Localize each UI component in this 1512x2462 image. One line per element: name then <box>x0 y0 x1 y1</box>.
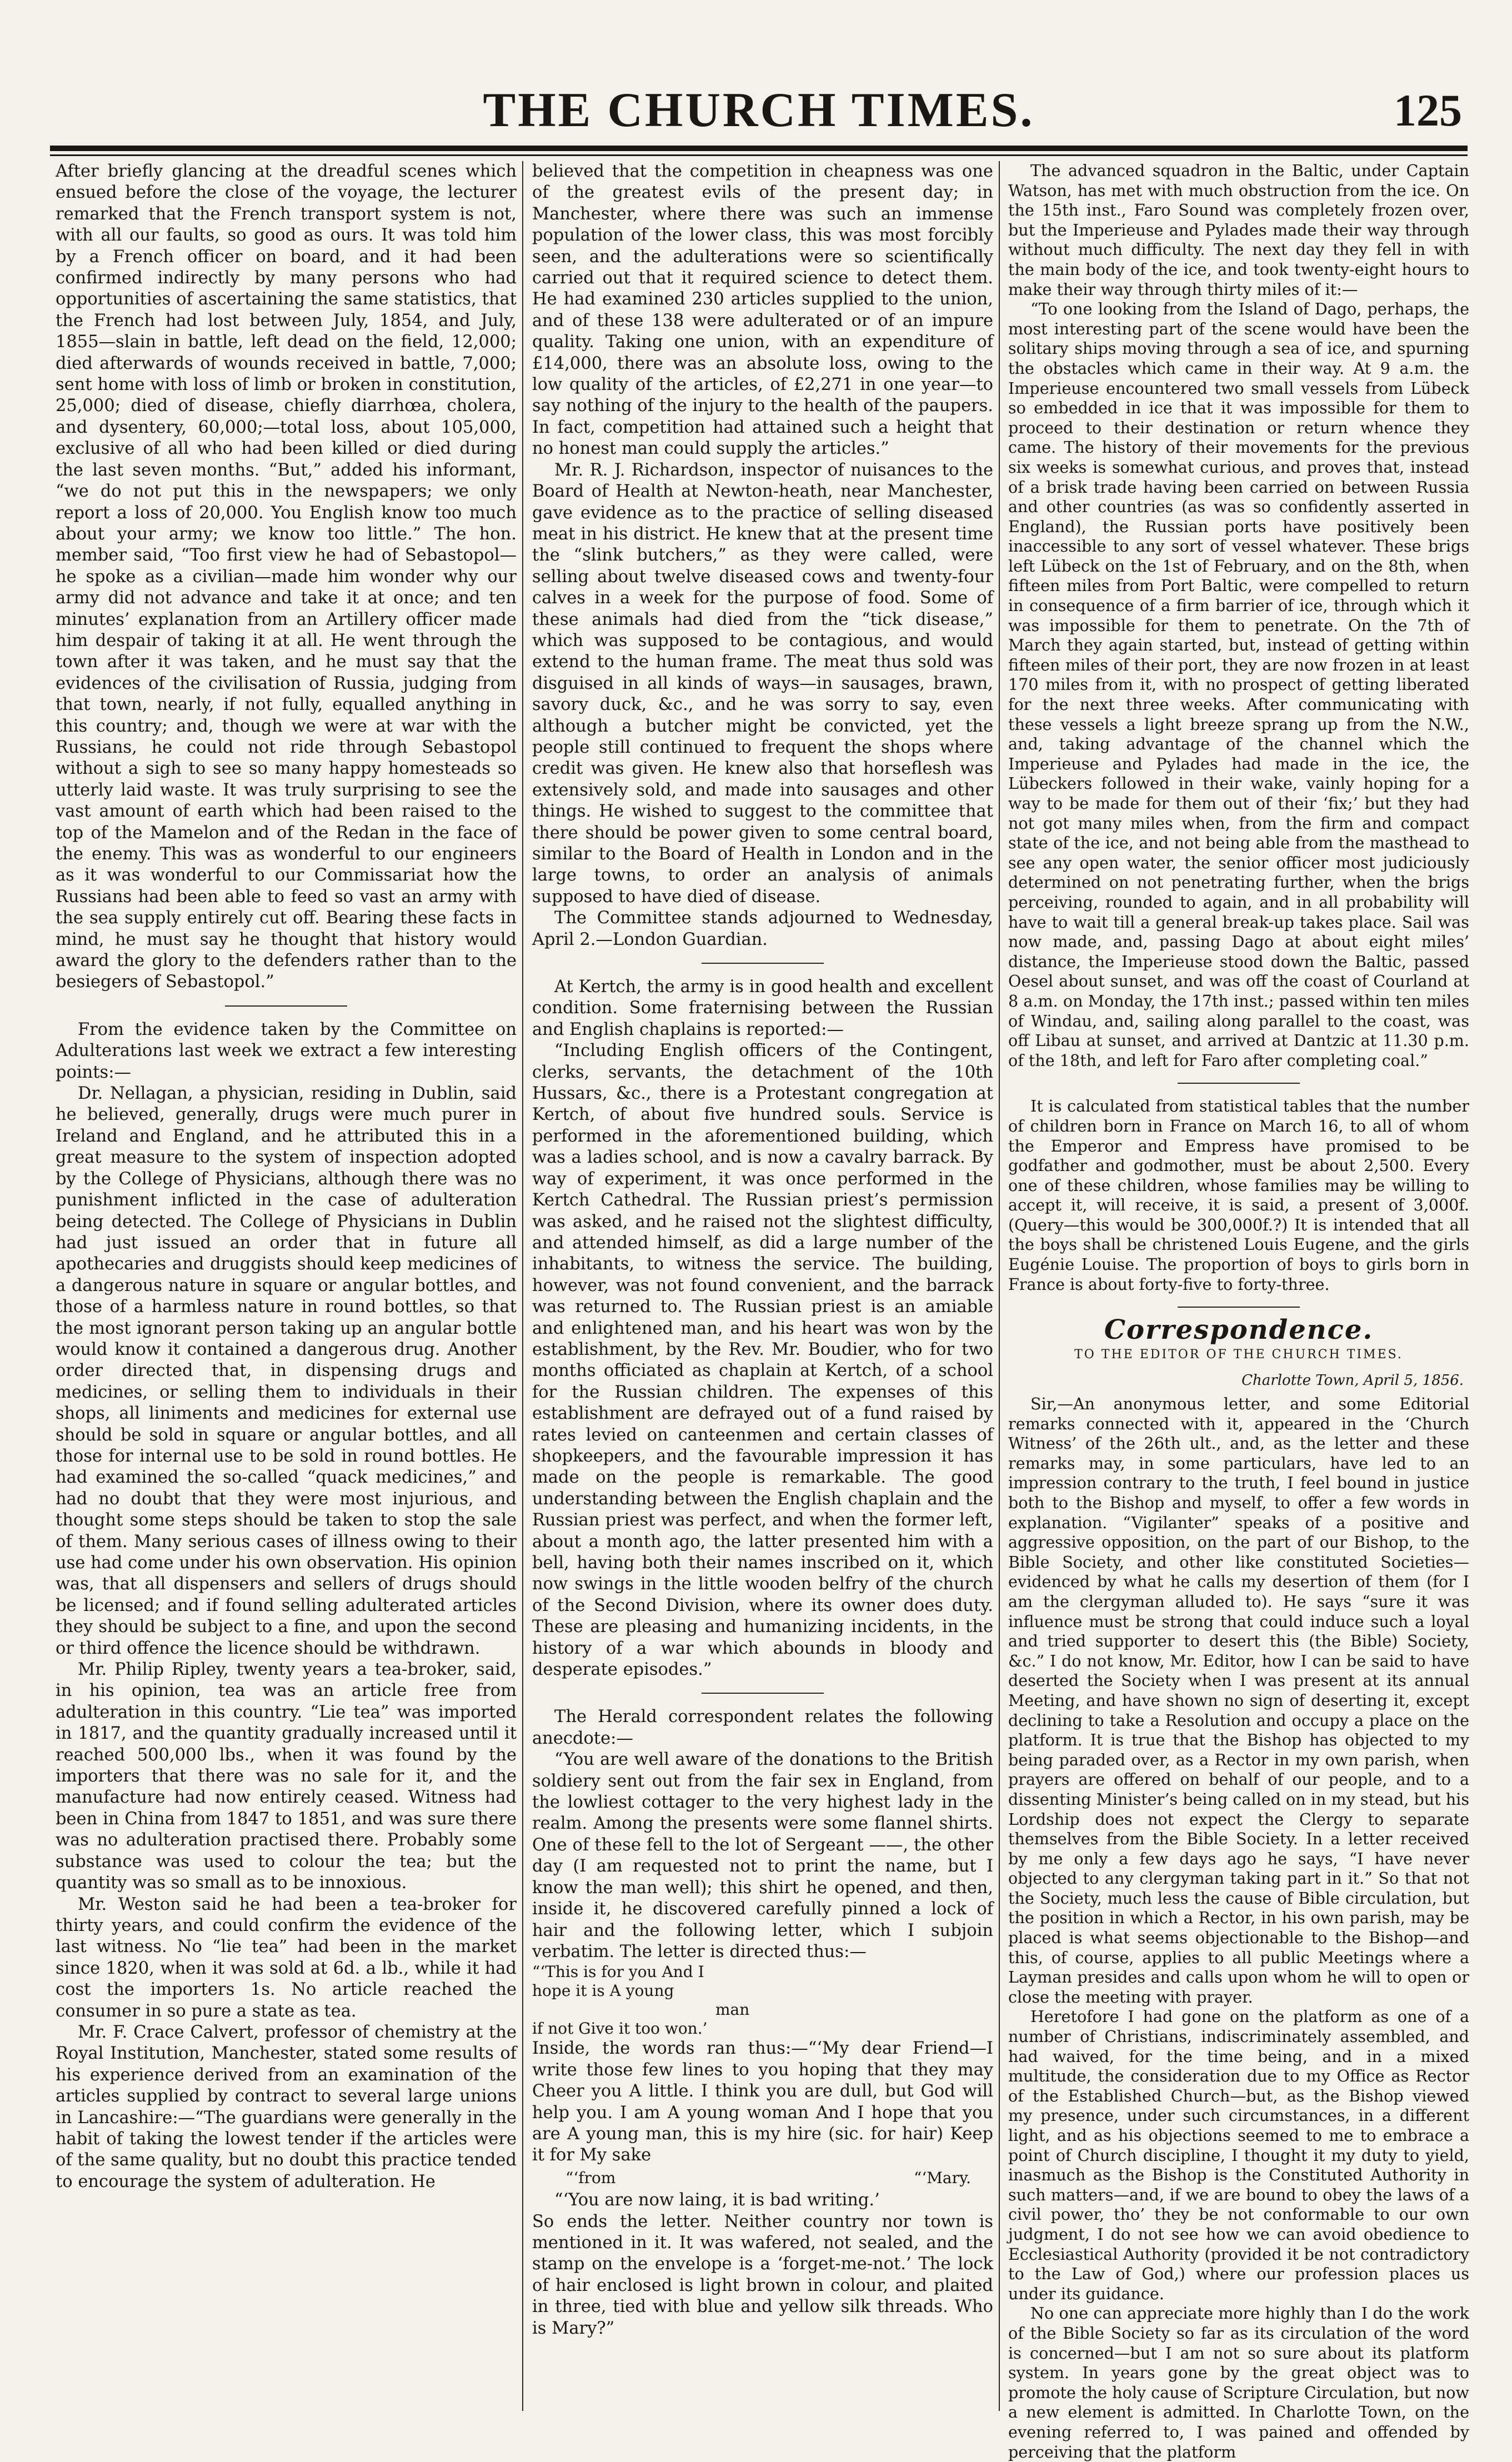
article-paragraph: “Including English officers of the Contingent, clerks, servants, the detachment of the 10th Hussars, &c., there is a Protestant congregation at Kertch, of about five hundred souls. Service is performed in the aforementioned building, which was a ladies school, and is now a cavalry barrack. By way of experiment, it was once performed in the Kertch Cathedral. The Russian priest’s permission was asked, and he raised not the slightest difficulty, and attended himself, as did a large number of the inhabitants, to witness the service. The building, however, was not found convenient, and the barrack was returned to. The Russian priest is an amiable and enlightened man, and his heart was won by the establishment, by the Rev. Mr. Boudier, who for two months officiated as chaplain at Kertch, of a school for the Russian children. The expenses of this establishment are defrayed out of a fund raised by rates levied on canteenmen and certain classes of shopkeepers, and the favourable impression it has made on the people is remarkable. The good understanding between the English chaplain and the Russian priest was perfect, and when the former left, about a month ago, the latter presented him with a bell, having both their names inscribed on it, which now swings in the little wooden belfry of the church of the Second Division, where its owner does duty. These are pleasing and humanizing incidents, in the history of a war which abounds in bloody and desperate episodes.” <box>532 1041 993 1680</box>
article-paragraph: It is calculated from statistical tables that the number of children born in France on March 16, to all of whom the Emperor and Empress have promised to be godfather and godmother, must be about 2,500. Every one of these children, whose families may be willing to accept it, will receive, it is said, a present of 3,000f. (Query—this would be 300,000f.?) It is intended that all the boys shall be christened Louis Eugene, and the girls Eugénie Louise. The proportion of boys to girls born in France is about forty-five to forty-three. <box>1008 1097 1469 1294</box>
article-paragraph: After briefly glancing at the dreadful scenes which ensued before the close of the voyage, the lecturer remarked that the French transport system is not, with all our faults, so good as ours. It was told him by a French officer on board, and it had been confirmed indirectly by many persons who had opportunities of ascertaining the same statistics, that the French had lost between July, 1854, and July, 1855—slain in battle, left dead on the field, 12,000; died afterwards of wounds received in battle, 7,000; sent home with loss of limb or broken in constitution, 25,000; died of disease, chiefly diarrhœa, cholera, and dysentery, 60,000;—total loss, about 105,000, exclusive of all who had been killed or died during the last seven months. “But,” added his informant, “we do not put this in the newspapers; we only report a loss of 20,000. You English know too much about your army; we know too little.” The hon. member said, “Too first view he had of Sebastopol—he spoke as a civilian—made him wonder why our army did not advance and take it at once; and ten minutes’ explanation from an Artillery officer made him despair of taking it at all. He went through the town after it was taken, and he must say that the evidences of the civilisation of Russia, judging from that town, nearly, if not fully, equalled anything in this country; and, though we were at war with the Russians, he could not ride through Sebastopol without a sigh to see so many happy homesteads so utterly laid waste. It was truly surprising to see the vast amount of earth which had been raised to the top of the Mamelon and of the Redan in the face of the enemy. This was as wonderful to our engineers as it was wonderful to our Commissariat how the Russians had been able to feed so vast an army with the sea supply entirely cut off. Bearing these facts in mind, he must say he thought that history would award the glory to the defenders rather than to the besiegers of Sebastopol.” <box>56 162 517 992</box>
letter-direction-line: if not Give it too won.’ <box>532 2019 708 2038</box>
article-paragraph: Inside, the words ran thus:—“‘My dear Friend—I write those few lines to you hoping that they may Cheer you A little. I think you are dull, but God will help you. I am A young woman And I hope that you are A young man, this is my hire (sic. for hair) Keep it for My sake <box>532 2039 993 2165</box>
article-paragraph: Mr. Weston said he had been a tea-broker for thirty years, and could confirm the evidence of the last witness. No “lie tea” had been in the market since 1820, when it was sold at 6d. a lb., while it had cost the importers 1s. No article reached the consumer in so pure a state as tea. <box>56 1894 517 2021</box>
correspondence-subhead: TO THE EDITOR OF THE CHURCH TIMES. <box>1074 1347 1403 1362</box>
article-paragraph: At Kertch, the army is in good health and excellent condition. Some fraternising between the Russian and English chaplains is reported:— <box>532 977 993 1039</box>
letter-direction-line: “‘This is for you And I <box>532 1963 704 1981</box>
signature-from: “‘from <box>565 2168 616 2187</box>
article-paragraph: Dr. Nellagan, a physician, residing in Dublin, said he believed, generally, drugs were much purer in Ireland and England, and he attributed this in a great measure to the system of inspection adopted by the College of Physicians, although there was no punishment inflicted in the case of adulteration being detected. The College of Physicians in Dublin had just issued an order that in future all apothecaries and druggists should keep medicines of a dangerous nature in square or angular bottles, and those of a harmless nature in round bottles, so that the most ignorant person taking up an angular bottle would know it contained a dangerous drug. Another order directed that, in dispensing drugs and medicines, or selling them to individuals in their shops, all liniments and medicines for external use should be sold in square or angular bottles, and all those for internal use to be sold in round bottles. He had examined the so-called “quack medicines,” and had no doubt that they were most injurious, and thought some steps should be taken to stop the sale of them. Many serious cases of illness owing to their use had come under his own observation. His opinion was, that all dispensers and sellers of drugs should be licensed; and if found selling adulterated articles they should be subject to a fine, and upon the second or third offence the licence should be withdrawn. <box>56 1084 517 1658</box>
column-3 <box>1008 161 1469 2461</box>
article-paragraph: The Herald correspondent relates the following anecdote:— <box>532 1707 993 1748</box>
section-separator <box>1178 1083 1300 1084</box>
correspondence-heading: Correspondence. <box>1104 1314 1374 1346</box>
article-paragraph: “‘You are now laing, it is bad writing.’ <box>554 2190 880 2210</box>
article-paragraph: Heretofore I had gone on the platform as one of a number of Christians, indiscriminately assembled, and had waived, for the time being, and in a mixed multitude, the consideration due to my Office as Rector of the Established Church—but, as the Bishop viewed my presence, under such circumstances, in a different light, and as his objections seemed to me to embrace a point of Church discipline, I thought it my duty to yield, inasmuch as the Bishop is the Constituted Authority in such matters—and, if we are bound to obey the laws of a civil power, tho’ they be not conformable to our own judgment, I do not see how we can avoid obedience to Ecclesiastical Authority (provided it be not contradictory to the Law of God,) where our profession places us under its guidance. <box>1008 2007 1469 2303</box>
section-separator <box>702 1693 824 1694</box>
column-1 <box>56 161 517 2405</box>
article-paragraph: From the evidence taken by the Committee on Adulterations last week we extract a few interesting points:— <box>56 1019 517 1082</box>
masthead <box>50 72 1468 150</box>
article-paragraph: believed that the competition in cheapness was one of the greatest evils of the present day; in Manchester, where there was such an immense population of the lower class, this was most forcibly seen, and the adulterations were so scientifically carried out that it required science to detect them. He had examined 230 articles supplied to the union, and of these 138 were adulterated or of an impure quality. Taking one union, with an expenditure of £14,000, there was an absolute loss, owing to the low quality of the articles, of £2,271 in one year—to say nothing of the injury to the health of the paupers. In fact, competition had attained such a height that no honest man could supply the articles.” <box>532 162 993 459</box>
section-separator <box>225 1005 347 1007</box>
header-rule-thin <box>50 154 1468 156</box>
article-paragraph: The advanced squadron in the Baltic, under Captain Watson, has met with much obstruction from the ice. On the 15th inst., Faro Sound was completely frozen over, but the Imperieuse and Pylades made their way through without much difficulty. The next day they fell in with the main body of the ice, and took twenty-eight hours to make their way through thirty miles of it:— <box>1008 161 1469 299</box>
column-2 <box>532 161 993 2405</box>
article-paragraph: Mr. F. Crace Calvert, professor of chemistry at the Royal Institution, Manchester, stated some results of his experience derived from an examination of the articles supplied by contract to several large unions in Lancashire:—“The guardians were generally in the habit of taking the lowest tender if the articles were of the same quality, but no doubt this practice tended to encourage the system of adulteration. He <box>56 2022 517 2191</box>
article-paragraph: No one can appreciate more highly than I do the work of the Bible Society so far as its circulation of the word is concerned—but I am not so sure about its platform system. In years gone by the great object was to promote the holy cause of Scripture Circulation, but now a new element is admitted. In Charlotte Town, on the evening referred to, I was pained and offended by perceiving that the platform <box>1008 2304 1469 2461</box>
article-paragraph: Mr. Philip Ripley, twenty years a tea-broker, said, in his opinion, tea was an article free from adulteration in this country. “Lie tea” was imported in 1817, and the quantity gradually increased until it reached 500,000 lbs., when it was found by the importers that there was no sale for it, and the manufacture had now entirely ceased. Witness had been in China from 1847 to 1851, and was sure there was no adulteration practised there. Probably some substance was used to colour the tea; but the quantity was so small as to be innoxious. <box>56 1660 517 1893</box>
article-paragraph: Mr. R. J. Richardson, inspector of nuisances to the Board of Health at Newton-heath, near Manchester, gave evidence as to the practice of selling diseased meat in his district. He knew that at the present time the “slink butchers,” as they were called, were selling about twelve diseased cows and twenty-four calves in a week for the purpose of food. Some of these animals had died from the “tick disease,” which was supposed to be contagious, and would extend to the human frame. The meat thus sold was disguised in all kinds of ways—in sausages, brawn, savory duck, &c., and he was sorry to say, even although a butcher might be convicted, yet the people still continued to frequent the shops where credit was given. He knew also that horseflesh was extensively sold, and made into sausages and other things. He wished to suggest to the committee that there should be power given to some central board, similar to the Board of Health in London and in the large towns, to order an analysis of animals supposed to have died of disease. <box>532 460 993 907</box>
header-rule <box>50 146 1468 151</box>
article-paragraph: Sir,—An anonymous letter, and some Editorial remarks connected with it, appeared in the ‘Church Witness’ of the 26th ult., and, as the letter and these remarks may, in some particulars, have led to an impression contrary to the truth, I feel bound in justice both to the Bishop and myself, to offer a few words in explanation. “Vigilanter” speaks of a positive and aggressive opposition, on the part of our Bishop, to the Bible Society, and other like constituted Societies—evidenced by what he calls my desertion of them (for I am the clergyman alluded to). He says “sure it was influence must be strong that could induce such a loyal and tried supporter to desert this (the Bible) Society, &c.” I do not know, Mr. Editor, how I can be said to have deserted the Society when I was present at its annual Meeting, and have shown no sign of deserting it, except declining to take a Resolution and occupy a place on the platform. It is true that the Bishop has objected to my being paraded over, as a Rector in my own parish, when prayers are offered on behalf of our people, and to a dissenting Minister’s being called on in my stead, but his Lordship does not expect the Clergy to separate themselves from the Bible Society. In a letter received by me only a few days ago he says, “I have never objected to any clergyman taking part in it.” So that not the Society, much less the cause of Bible circulation, but the position in which a Rector, in his own parish, may be placed is what seems objectionable to the Bishop—and this, of course, applies to all public Meetings where a Layman presides and calls upon whom he will to open or close the meeting with prayer. <box>1008 1394 1469 2006</box>
page-number: 125 <box>1394 85 1462 136</box>
letter-dateline: Charlotte Town, April 5, 1856. <box>1241 1372 1464 1389</box>
column-divider <box>522 161 523 2411</box>
newspaper-title: THE CHURCH TIMES. <box>483 83 1035 137</box>
section-separator <box>1178 1307 1300 1308</box>
letter-signature <box>565 2168 971 2189</box>
letter-direction-line: hope it is A young <box>532 1981 674 2000</box>
article-paragraph: “To one looking from the Island of Dago, perhaps, the most interesting part of the scene would have been the solitary ships moving through a sea of ice, and spurning the obstacles which came in their way. At 9 a.m. the Imperieuse encountered two small vessels from Lübeck so embedded in ice that it was impossible for them to proceed to their destination or return whence they came. The history of their movements for the previous six weeks is somewhat curious, and proves that, instead of a brisk trade having been carried on between Russia and other countries (as was so confidently asserted in England), the Russian ports have positively been inaccessible to any sort of vessel whatever. These brigs left Lübeck on the 1st of February, and on the 8th, when fifteen miles from Port Baltic, were compelled to return in consequence of a firm barrier of ice, through which it was impossible for them to penetrate. On the 7th of March they again started, but, instead of getting within fifteen miles of their port, they are now frozen in at least 170 miles from it, with no prospect of getting liberated for the next three weeks. After communicating with these vessels a light breeze sprang up from the N.W., and, taking advantage of the channel which the Imperieuse and Pylades had made in the ice, the Lübeckers followed in their wake, vainly hoping for a way to be made for them out of their ‘fix;’ but they had not got many miles when, from the firm and compact state of the ice, and not being able from the masthead to see any open water, the senior officer most judiciously determined on not penetrating further, when the brigs perceiving, rounded to again, and in all probability will have to wait till a general break-up takes place. Sail was now made, and, passing Dago at about eight miles’ distance, the Imperieuse stood down the Baltic, passed Oesel about sunset, and was off the coast of Courland at 8 a.m. on Monday, the 17th inst.; passed within ten miles of Windau, and, sailing along parallel to the coast, was off Libau at sunset, and arrived at Dantzic at 11.30 p.m. of the 18th, and left for Faro after completing coal.” <box>1008 299 1469 1070</box>
letter-direction-line: man <box>715 2000 750 2019</box>
article-paragraph: The Committee stands adjourned to Wednesday, April 2.—London Guardian. <box>532 908 993 949</box>
column-divider <box>999 161 1000 2411</box>
section-separator <box>702 963 824 964</box>
signature-name: “‘Mary. <box>914 2168 971 2187</box>
article-paragraph: So ends the letter. Neither country nor town is mentioned in it. It was wafered, not sealed, and the stamp on the envelope is a ‘forget-me-not.’ The lock of hair enclosed is light brown in colour, and plaited in three, tied with blue and yellow silk threads. Who is Mary?” <box>532 2211 993 2338</box>
article-paragraph: “You are well aware of the donations to the British soldiery sent out from the fair sex in England, from the lowliest cottager to the very highest lady in the realm. Among the presents were some flannel shirts. One of these fell to the lot of Sergeant ——, the other day (I am requested not to print the name, but I know the man well); this shirt he opened, and then, inside it, he discovered carefully pinned a lock of hair and the following letter, which I subjoin verbatim. The letter is directed thus:— <box>532 1750 993 1961</box>
